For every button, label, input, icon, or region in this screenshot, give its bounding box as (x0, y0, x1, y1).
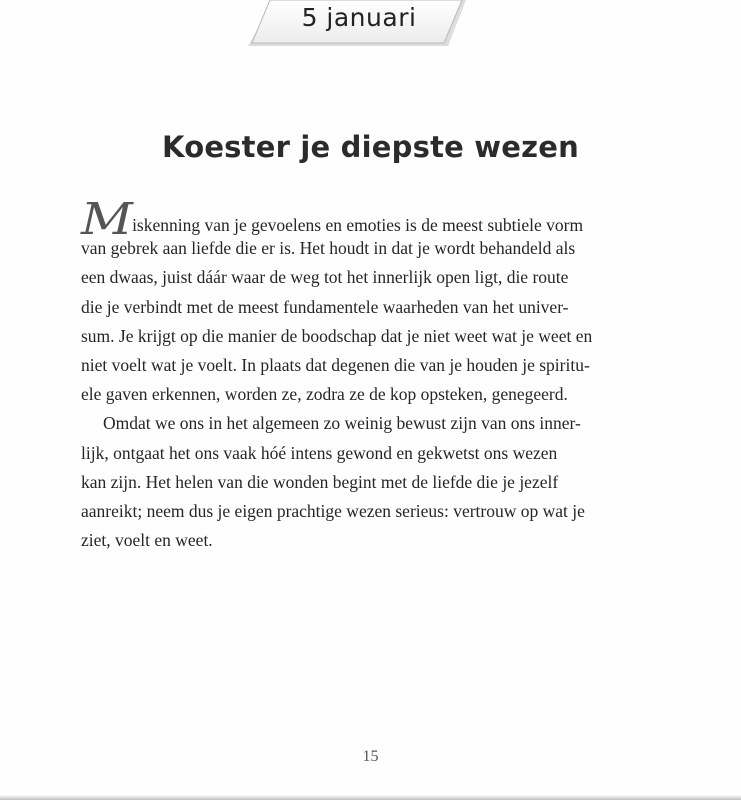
text-line: niet voelt wat je voelt. In plaats dat degenen die van je houden je spiritu- (81, 354, 590, 375)
text-line: ele gaven erkennen, worden ze, zodra ze de kop opsteken, genegeerd. (81, 384, 568, 405)
text-line: ziet, voelt en weet. (81, 530, 213, 551)
drop-cap: M (81, 194, 133, 245)
text-line: die je verbindt met de meest fundamentele waarheden van het univer- (81, 296, 569, 317)
date-label: 5 januari (301, 3, 417, 32)
paragraph-2 (81, 409, 681, 555)
text-line-content: iskenning van je gevoelens en emoties is de meest subtiele vorm (132, 215, 584, 235)
text-line: kan zijn. Het helen van die wonden begint met de liefde die je jezelf (81, 471, 559, 492)
body-text (81, 194, 681, 555)
text-line: van gebrek aan liefde die er is. Het houdt in dat je wordt behandeld als (81, 238, 576, 259)
text-line: aanreikt; neem dus je eigen prachtige wezen serieus: vertrouw op wat je (81, 500, 585, 521)
text-line: een dwaas, juist dáár waar de weg tot het innerlijk open ligt, die route (81, 267, 569, 288)
page-edge-shadow (0, 795, 741, 800)
paragraph-1 (81, 194, 681, 409)
text-line: Omdat we ons in het algemeen zo weinig bewust zijn van ons inner- (103, 413, 581, 434)
text-line: sum. Je krijgt op die manier de boodschap dat je niet weet wat je weet en (81, 325, 593, 346)
date-tab (244, 0, 474, 50)
page-title: Koester je diepste wezen (162, 130, 579, 164)
text-line (81, 194, 681, 245)
page-number: 15 (362, 748, 379, 765)
text-line: lijk, ontgaat het ons vaak hóé intens gewond en gekwetst ons wezen (81, 442, 558, 463)
